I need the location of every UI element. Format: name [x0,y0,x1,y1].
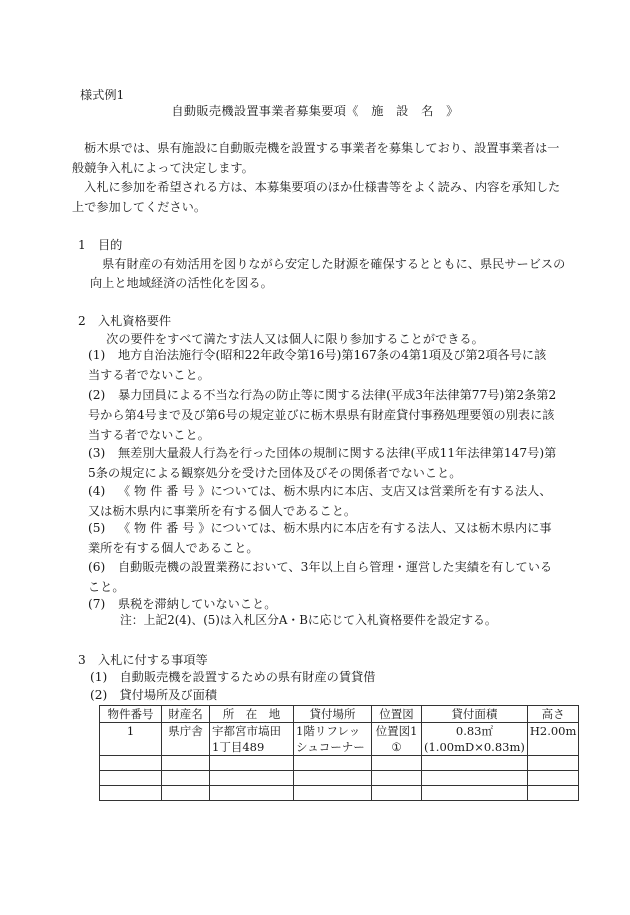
header-lease-area: 貸付面積 [422,706,528,723]
eligibility-item [88,594,558,614]
item-text: 県税を滞納していないこと。 [118,597,277,611]
eligibility-item [88,481,558,521]
item-text: 自動販売機の設置業務において、3年以上自ら管理・運営した実績を有していること。 [88,560,553,594]
cell-area-line1: 0.83㎡ [455,724,493,738]
table-row [100,756,579,771]
cell-item-number: 1 [100,723,162,756]
item-number: (1) [88,348,106,362]
cell-map-line1: 位置図1 [375,724,418,738]
item-number: (6) [88,560,106,574]
section-purpose-line2: 向上と地域経済の活性化を図る。 [90,276,273,290]
eligibility-item [88,385,558,445]
item-text: 地方自治法施行令(昭和22年政令第16号)第167条の4第1項及び第2項各号に該当する者でないこと。 [88,348,547,382]
item-text: 暴力団員による不当な行為の防止等に関する法律(平成3年法律第77号)第2条第2号から第4号まで及び第6号の規定並びに栃木県県有財産貸付事務処理要領の別表に該当する者でないこと。 [88,388,557,442]
cell-lease-area [422,723,528,756]
document-title: 自動販売機設置事業者募集要項《 施 設 名 》 [171,104,459,118]
cell-location [210,723,294,756]
intro-p1-line1: 栃木県では、県有施設に自動販売機を設置する事業者を募集しており、設置事業者は一 [72,141,560,155]
item-number: (2) [88,388,106,402]
cell-map-line2: ① [391,740,402,754]
cell-lease-place [294,723,372,756]
section-purpose-line1: 県有財産の有効活用を図りながら安定した財源を確保するとともに、県民サービスの [90,257,566,271]
cell-area-line2: (1.00mD×0.83m) [424,740,525,754]
cell-location-line1: 宇都宮市塙田 [212,724,281,738]
item-number: (3) [88,446,106,460]
header-lease-place: 貸付場所 [294,706,372,723]
cell-place-line2: シュコーナー [296,740,365,754]
bid-item-1: (1) 自動販売機を設置するための県有財産の賃貸借 [90,670,376,684]
item-text: 無差別大量殺人行為を行った団体の規制に関する法律(平成11年法律第147号)第5条の規定による観察処分を受けた団体及びその関係者でないこと。 [88,446,557,480]
lease-table [99,705,579,801]
item-number: (5) [88,521,106,535]
eligibility-item [88,345,558,385]
section-eligibility-heading: 2 入札資格要件 [78,314,172,328]
cell-location-line2: 1丁目489 [212,740,265,754]
cell-place-line1: 1階リフレッ [296,724,361,738]
cell-map [372,723,422,756]
table-row [100,771,579,786]
header-property-name: 財産名 [162,706,210,723]
item-number: (7) [88,597,106,611]
intro-p2-line2: 上で参加してください。 [72,200,207,214]
table-row [100,786,579,801]
intro-p2-line1: 入札に参加を希望される方は、本募集要項のほか仕様書等をよく読み、内容を承知した [72,180,561,194]
eligibility-lead: 次の要件をすべて満たす法人又は個人に限り参加することができる。 [94,332,484,346]
item-number: (4) [88,484,106,498]
item-text: 《 物 件 番 号 》については、栃木県内に本店、支店又は営業所を有する法人、又は栃木県内に事業所を有する個人であること。 [88,484,552,518]
header-map: 位置図 [372,706,422,723]
bid-item-2: (2) 貸付場所及び面積 [90,688,217,702]
table-row [100,723,579,756]
intro-p1-line2: 般競争入札によって決定します。 [72,161,254,175]
form-label: 様式例1 [80,88,125,102]
header-height: 高さ [527,706,579,723]
header-location: 所 在 地 [210,706,294,723]
table-header-row [100,706,579,723]
eligibility-item [88,443,558,483]
section-purpose-heading: 1 目的 [78,238,123,252]
section-bid-items-heading: 3 入札に付する事項等 [78,653,208,667]
cell-property-name: 県庁舎 [162,723,210,756]
cell-height: H2.00m [527,723,579,756]
item-text: 《 物 件 番 号 》については、栃木県内に本店を有する法人、又は栃木県内に事業所を有する個人であること。 [88,521,552,555]
eligibility-item [88,518,558,558]
eligibility-item [88,557,558,597]
header-item-number: 物件番号 [100,706,162,723]
eligibility-note: 注：上記2(4)、(5)は入札区分A・Bに応じて入札資格要件を設定する。 [120,613,497,627]
